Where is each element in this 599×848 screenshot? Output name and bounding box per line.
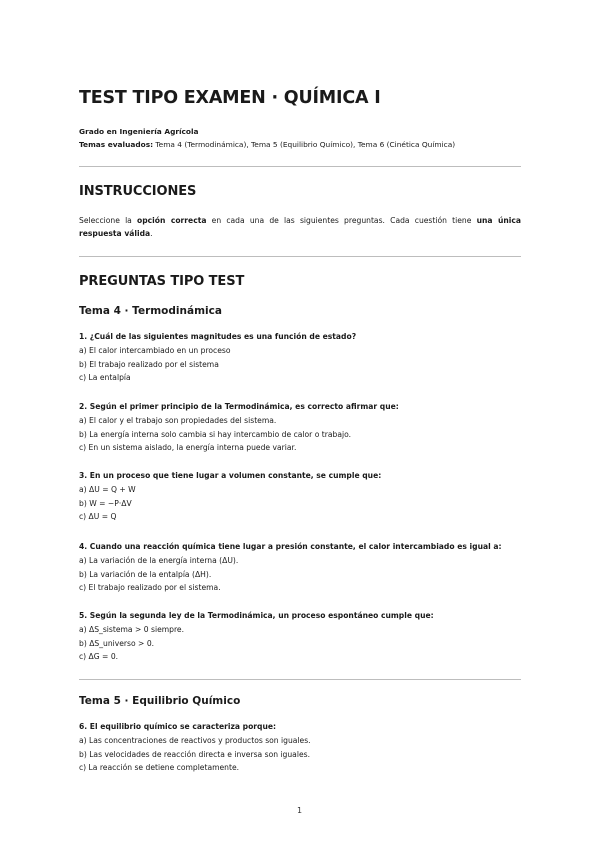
option-b: b) El trabajo realizado por el sistema [79, 359, 219, 369]
page-number: 1 [296, 806, 303, 815]
question-6: 6. El equilibrio químico se caracteriza porque: a) Las concentraciones de reactivos y productos son iguales. b) Las velocidades de reacción directa e inversa son iguales. c) La reacción se detiene completamente. [79, 720, 539, 775]
question-2: 2. Según el primer principio de la Termodinámica, es correcto afirmar que: a) El calor y el trabajo son propiedades del sistema. b) La energía interna solo cambia si hay intercambio de calor o trabajo. c) En un sistema aislado, la energía interna puede variar. [79, 400, 539, 455]
option-b: b) ΔS_universo > 0. [79, 638, 155, 648]
option-c: c) ΔU = Q [79, 512, 117, 522]
option-a: a) El calor intercambiado en un proceso [79, 345, 231, 355]
option-b: b) Las velocidades de reacción directa e inversa son iguales. [79, 749, 310, 759]
topics-label: Temas evaluados: [79, 140, 154, 149]
document-title: TEST TIPO EXAMEN · QUÍMICA I [79, 88, 381, 108]
option-c: c) ΔG = 0. [79, 652, 119, 662]
option-a: a) Las concentraciones de reactivos y productos son iguales. [79, 735, 311, 745]
divider [79, 256, 521, 257]
option-c: c) La entalpía [79, 373, 131, 383]
tema4-heading: Tema 4 · Termodinámica [79, 305, 222, 317]
option-c: c) La reacción se detiene completamente. [79, 763, 240, 773]
option-c: c) El trabajo realizado por el sistema. [79, 583, 221, 593]
instructions-text: Seleccione la opción correcta en cada una de las siguientes preguntas. Cada cuestión tiene una única respuesta válida. [79, 216, 522, 238]
divider [79, 166, 521, 167]
tema5-heading: Tema 5 · Equilibrio Químico [79, 695, 241, 707]
divider [79, 679, 521, 680]
question-5: 5. Según la segunda ley de la Termodinámica, un proceso espontáneo cumple que: a) ΔS_sistema > 0 siempre. b) ΔS_universo > 0. c) ΔG = 0. [79, 609, 539, 664]
option-b: b) La energía interna solo cambia si hay intercambio de calor o trabajo. [79, 429, 352, 439]
topics-value: Tema 4 (Termodinámica), Tema 5 (Equilibrio Químico), Tema 6 (Cinética Química) [153, 140, 456, 149]
test-heading: PREGUNTAS TIPO TEST [79, 274, 245, 289]
option-b: b) W = −P·ΔV [79, 498, 132, 508]
question-4: 4. Cuando una reacción química tiene lugar a presión constante, el calor intercambiado es igual a: a) La variación de la energía interna (ΔU). b) La variación de la entalpía (ΔH). c) El trabajo realizado por el sistema. [79, 540, 539, 595]
option-c: c) En un sistema aislado, la energía interna puede variar. [79, 443, 297, 453]
topics-line [79, 140, 455, 149]
option-a: a) ΔU = Q + W [79, 484, 136, 494]
option-a: a) ΔS_sistema > 0 siempre. [79, 624, 184, 634]
degree-line: Grado en Ingeniería Agrícola [79, 127, 199, 136]
instructions-heading: INSTRUCCIONES [79, 184, 197, 199]
option-a: a) El calor y el trabajo son propiedades del sistema. [79, 415, 277, 425]
option-b: b) La variación de la entalpía (ΔH). [79, 569, 212, 579]
question-3: 3. En un proceso que tiene lugar a volumen constante, se cumple que: a) ΔU = Q + W b) W = −P·ΔV c) ΔU = Q [79, 469, 539, 524]
option-a: a) La variación de la energía interna (ΔU). [79, 555, 239, 565]
question-1: 1. ¿Cuál de las siguientes magnitudes es una función de estado? a) El calor intercambiado en un proceso b) El trabajo realizado por el sistema c) La entalpía [79, 330, 539, 385]
